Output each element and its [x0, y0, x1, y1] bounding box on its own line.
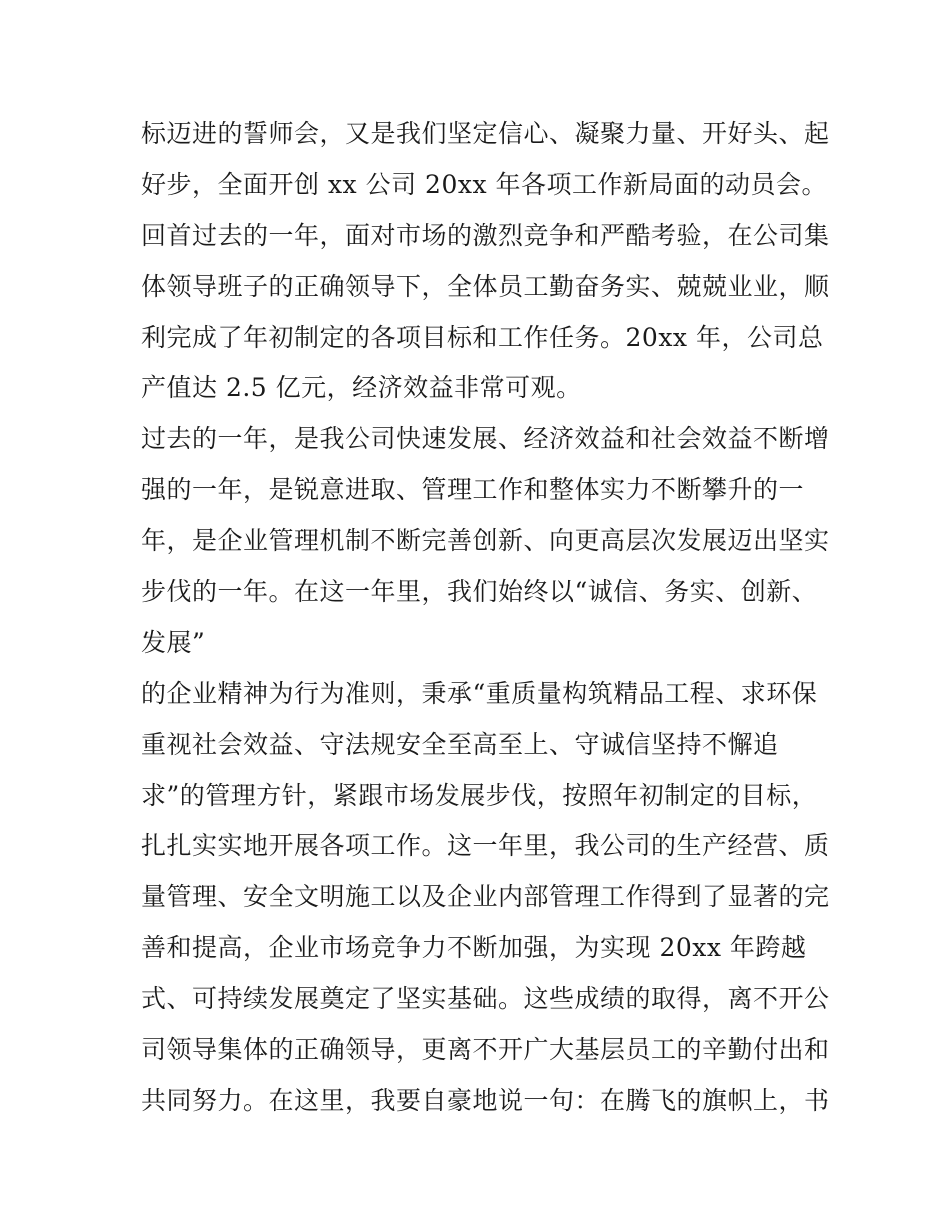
text-line: 年，是企业管理机制不断完善创新、向更高层次发展迈出坚实: [141, 526, 830, 556]
text-line: 司领导集体的正确领导，更离不开广大基层员工的辛勤付出和: [141, 1035, 830, 1065]
text-line: 发展”: [141, 627, 206, 657]
text-line: 式、可持续发展奠定了坚实基础。这些成绩的取得，离不开公: [141, 984, 830, 1014]
text-line: 步伐的一年。在这一年里，我们始终以“诚信、务实、创新、: [141, 577, 818, 607]
text-line: 利完成了年初制定的各项目标和工作任务。20xx 年，公司总: [141, 322, 824, 352]
body-text: [141, 109, 831, 1127]
text-line: 善和提高，企业市场竞争力不断加强，为实现 20xx 年跨越: [141, 933, 807, 963]
text-line: 重视社会效益、守法规安全至高至上、守诚信坚持不懈追: [141, 729, 779, 759]
text-line: 共同努力。在这里，我要自豪地说一句：在腾飞的旗帜上，书: [141, 1085, 830, 1115]
text-line: 求”的管理方针，紧跟市场发展步伐，按照年初制定的目标，: [141, 780, 818, 810]
text-line: 强的一年，是锐意进取、管理工作和整体实力不断攀升的一: [141, 475, 805, 505]
text-line: 量管理、安全文明施工以及企业内部管理工作得到了显著的完: [141, 882, 830, 912]
text-line: 标迈进的誓师会，又是我们坚定信心、凝聚力量、开好头、起: [141, 119, 830, 148]
text-line: 过去的一年，是我公司快速发展、经济效益和社会效益不断增: [141, 424, 830, 454]
text-line: 体领导班子的正确领导下，全体员工勤奋务实、兢兢业业，顺: [141, 271, 830, 301]
text-line: 扎扎实实地开展各项工作。这一年里，我公司的生产经营、质: [141, 831, 830, 861]
text-line: 好步，全面开创 xx 公司 20xx 年各项工作新局面的动员会。: [141, 169, 827, 199]
text-line: 产值达 2.5 亿元，经济效益非常可观。: [141, 373, 582, 403]
text-line: 回首过去的一年，面对市场的激烈竞争和严酷考验，在公司集: [141, 220, 830, 250]
text-line: 的企业精神为行为准则，秉承“重质量构筑精品工程、求环保: [141, 678, 818, 708]
